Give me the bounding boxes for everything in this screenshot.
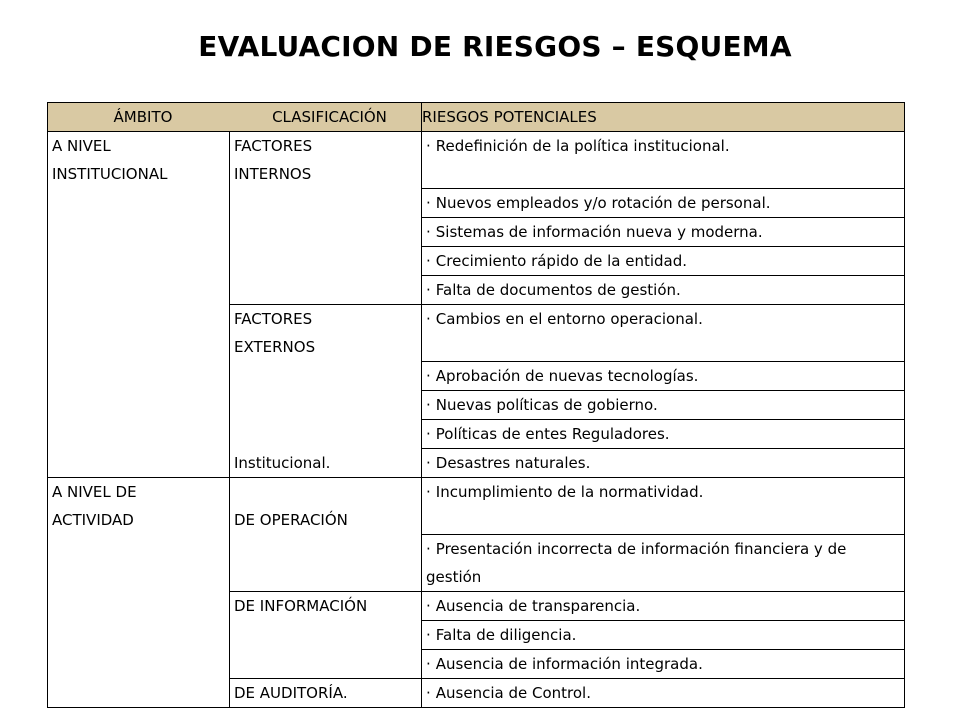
riesgo-text: Crecimiento rápido de la entidad. [435, 252, 688, 270]
riesgo-text: Incumplimiento de la normatividad. [435, 483, 704, 501]
riesgo-text: Sistemas de información nueva y moderna. [435, 223, 763, 241]
riesgo-text: Ausencia de Control. [435, 684, 591, 702]
riesgo-text: Nuevas políticas de gobierno. [435, 396, 658, 414]
riesgo-text: Nuevos empleados y/o rotación de personal. [435, 194, 771, 212]
ambito-institucional-label: A NIVEL INSTITUCIONAL [52, 137, 168, 183]
clasif-institucional-label: Institucional. [234, 454, 331, 472]
clasif-internos-label: FACTORES INTERNOS [234, 137, 313, 183]
riesgo-text: Cambios en el entorno operacional. [435, 310, 703, 328]
riesgo-cell [422, 449, 905, 478]
riesgo-cell [422, 362, 905, 391]
clasif-auditoria-label: DE AUDITORÍA. [234, 684, 348, 702]
riesgo-text: Presentación incorrecta de información financiera y de gestión [426, 540, 847, 586]
clasif-operacion-label: DE OPERACIÓN [234, 511, 348, 529]
bullet: · [426, 310, 431, 328]
bullet: · [426, 194, 431, 212]
riesgo-text: Falta de diligencia. [435, 626, 577, 644]
riesgo-text: Ausencia de transparencia. [435, 597, 641, 615]
riesgo-text: Políticas de entes Reguladores. [435, 425, 670, 443]
table-row [48, 478, 905, 535]
clasif-internos [230, 132, 422, 305]
risk-table [47, 102, 905, 708]
riesgo-cell [422, 478, 905, 535]
bullet: · [426, 137, 431, 155]
bullet: · [426, 597, 431, 615]
bullet: · [426, 540, 431, 558]
clasif-informacion-label: DE INFORMACIÓN [234, 597, 368, 615]
riesgo-cell [422, 391, 905, 420]
riesgo-cell [422, 621, 905, 650]
bullet: · [426, 483, 431, 501]
riesgo-cell [422, 650, 905, 679]
ambito-actividad-label: A NIVEL DE ACTIVIDAD [52, 483, 137, 529]
clasif-informacion [230, 592, 422, 679]
clasif-externos-label: FACTORES EXTERNOS [234, 310, 316, 356]
riesgo-cell [422, 305, 905, 362]
header-ambito: ÁMBITO [113, 108, 173, 126]
page-title: EVALUACION DE RIESGOS – ESQUEMA [198, 30, 792, 63]
riesgo-cell [422, 592, 905, 621]
riesgo-cell [422, 276, 905, 305]
bullet: · [426, 252, 431, 270]
riesgo-cell [422, 420, 905, 449]
bullet: · [426, 223, 431, 241]
bullet: · [426, 684, 431, 702]
table-header-row [48, 103, 905, 132]
clasif-auditoria [230, 679, 422, 708]
riesgo-text: Aprobación de nuevas tecnologías. [435, 367, 699, 385]
riesgo-cell [422, 535, 905, 592]
riesgo-text: Falta de documentos de gestión. [435, 281, 681, 299]
bullet: · [426, 626, 431, 644]
bullet: · [426, 281, 431, 299]
riesgo-cell [422, 218, 905, 247]
header-riesgos: RIESGOS POTENCIALES [422, 103, 905, 132]
riesgo-cell [422, 132, 905, 189]
bullet: · [426, 655, 431, 673]
riesgo-text: Redefinición de la política institucional. [435, 137, 730, 155]
riesgo-cell [422, 189, 905, 218]
riesgo-cell [422, 679, 905, 708]
bullet: · [426, 396, 431, 414]
clasif-operacion [230, 478, 422, 592]
bullet: · [426, 367, 431, 385]
table-row [48, 132, 905, 189]
riesgo-text: Ausencia de información integrada. [435, 655, 703, 673]
header-clasificacion: CLASIFICACIÓN [272, 108, 387, 126]
riesgo-text: Desastres naturales. [435, 454, 591, 472]
ambito-actividad [48, 478, 230, 708]
clasif-externos [230, 305, 422, 478]
ambito-institucional [48, 132, 230, 478]
bullet: · [426, 454, 431, 472]
header-left-cell [48, 103, 422, 132]
bullet: · [426, 425, 431, 443]
riesgo-cell [422, 247, 905, 276]
